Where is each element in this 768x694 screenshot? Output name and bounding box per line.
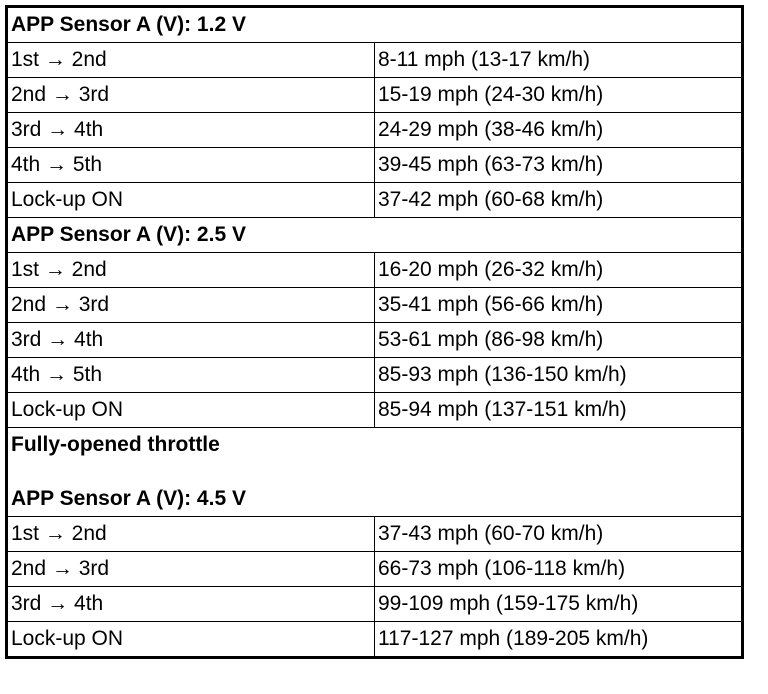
speed-cell: 53-61 mph (86-98 km/h) <box>375 323 743 358</box>
shift-cell: 3rd → 4th <box>7 587 375 622</box>
shift-cell: 1st → 2nd <box>7 43 375 78</box>
section-preheading: Fully-opened throttle <box>11 433 220 456</box>
speed-cell: 35-41 mph (56-66 km/h) <box>375 288 743 323</box>
section-header <box>7 218 743 253</box>
table-row <box>7 517 743 552</box>
section-header <box>7 428 743 517</box>
speed-cell: 16-20 mph (26-32 km/h) <box>375 253 743 288</box>
shift-cell: 2nd → 3rd <box>7 552 375 587</box>
table-row <box>7 183 743 218</box>
speed-cell: 37-43 mph (60-70 km/h) <box>375 517 743 552</box>
speed-cell: 85-93 mph (136-150 km/h) <box>375 358 743 393</box>
section-header <box>7 7 743 43</box>
speed-cell: 24-29 mph (38-46 km/h) <box>375 113 743 148</box>
shift-cell: 3rd → 4th <box>7 113 375 148</box>
shift-cell: 3rd → 4th <box>7 323 375 358</box>
speed-cell: 85-94 mph (137-151 km/h) <box>375 393 743 428</box>
table-row <box>7 393 743 428</box>
table-row <box>7 622 743 658</box>
shift-speed-table-container <box>5 5 744 659</box>
table-row <box>7 78 743 113</box>
table-row <box>7 587 743 622</box>
speed-cell: 66-73 mph (106-118 km/h) <box>375 552 743 587</box>
speed-cell: 15-19 mph (24-30 km/h) <box>375 78 743 113</box>
speed-cell: 37-42 mph (60-68 km/h) <box>375 183 743 218</box>
table-row <box>7 43 743 78</box>
table-row <box>7 552 743 587</box>
table-row <box>7 113 743 148</box>
spacer <box>11 458 741 486</box>
table-row <box>7 288 743 323</box>
shift-speed-table <box>5 5 744 659</box>
shift-cell: 2nd → 3rd <box>7 78 375 113</box>
shift-cell: Lock-up ON <box>7 393 375 428</box>
table-row <box>7 358 743 393</box>
speed-cell: 99-109 mph (159-175 km/h) <box>375 587 743 622</box>
shift-cell: 4th → 5th <box>7 148 375 183</box>
section-heading-block <box>7 428 743 517</box>
speed-cell: 117-127 mph (189-205 km/h) <box>375 622 743 658</box>
speed-cell: 8-11 mph (13-17 km/h) <box>375 43 743 78</box>
shift-cell: 2nd → 3rd <box>7 288 375 323</box>
table-row <box>7 148 743 183</box>
section-heading: APP Sensor A (V): 2.5 V <box>7 218 743 253</box>
speed-cell: 39-45 mph (63-73 km/h) <box>375 148 743 183</box>
shift-cell: 1st → 2nd <box>7 517 375 552</box>
shift-cell: 4th → 5th <box>7 358 375 393</box>
shift-cell: 1st → 2nd <box>7 253 375 288</box>
table-row <box>7 253 743 288</box>
section-heading: APP Sensor A (V): 4.5 V <box>11 487 246 510</box>
table-row <box>7 323 743 358</box>
shift-cell: Lock-up ON <box>7 622 375 658</box>
section-heading: APP Sensor A (V): 1.2 V <box>7 7 743 43</box>
shift-cell: Lock-up ON <box>7 183 375 218</box>
